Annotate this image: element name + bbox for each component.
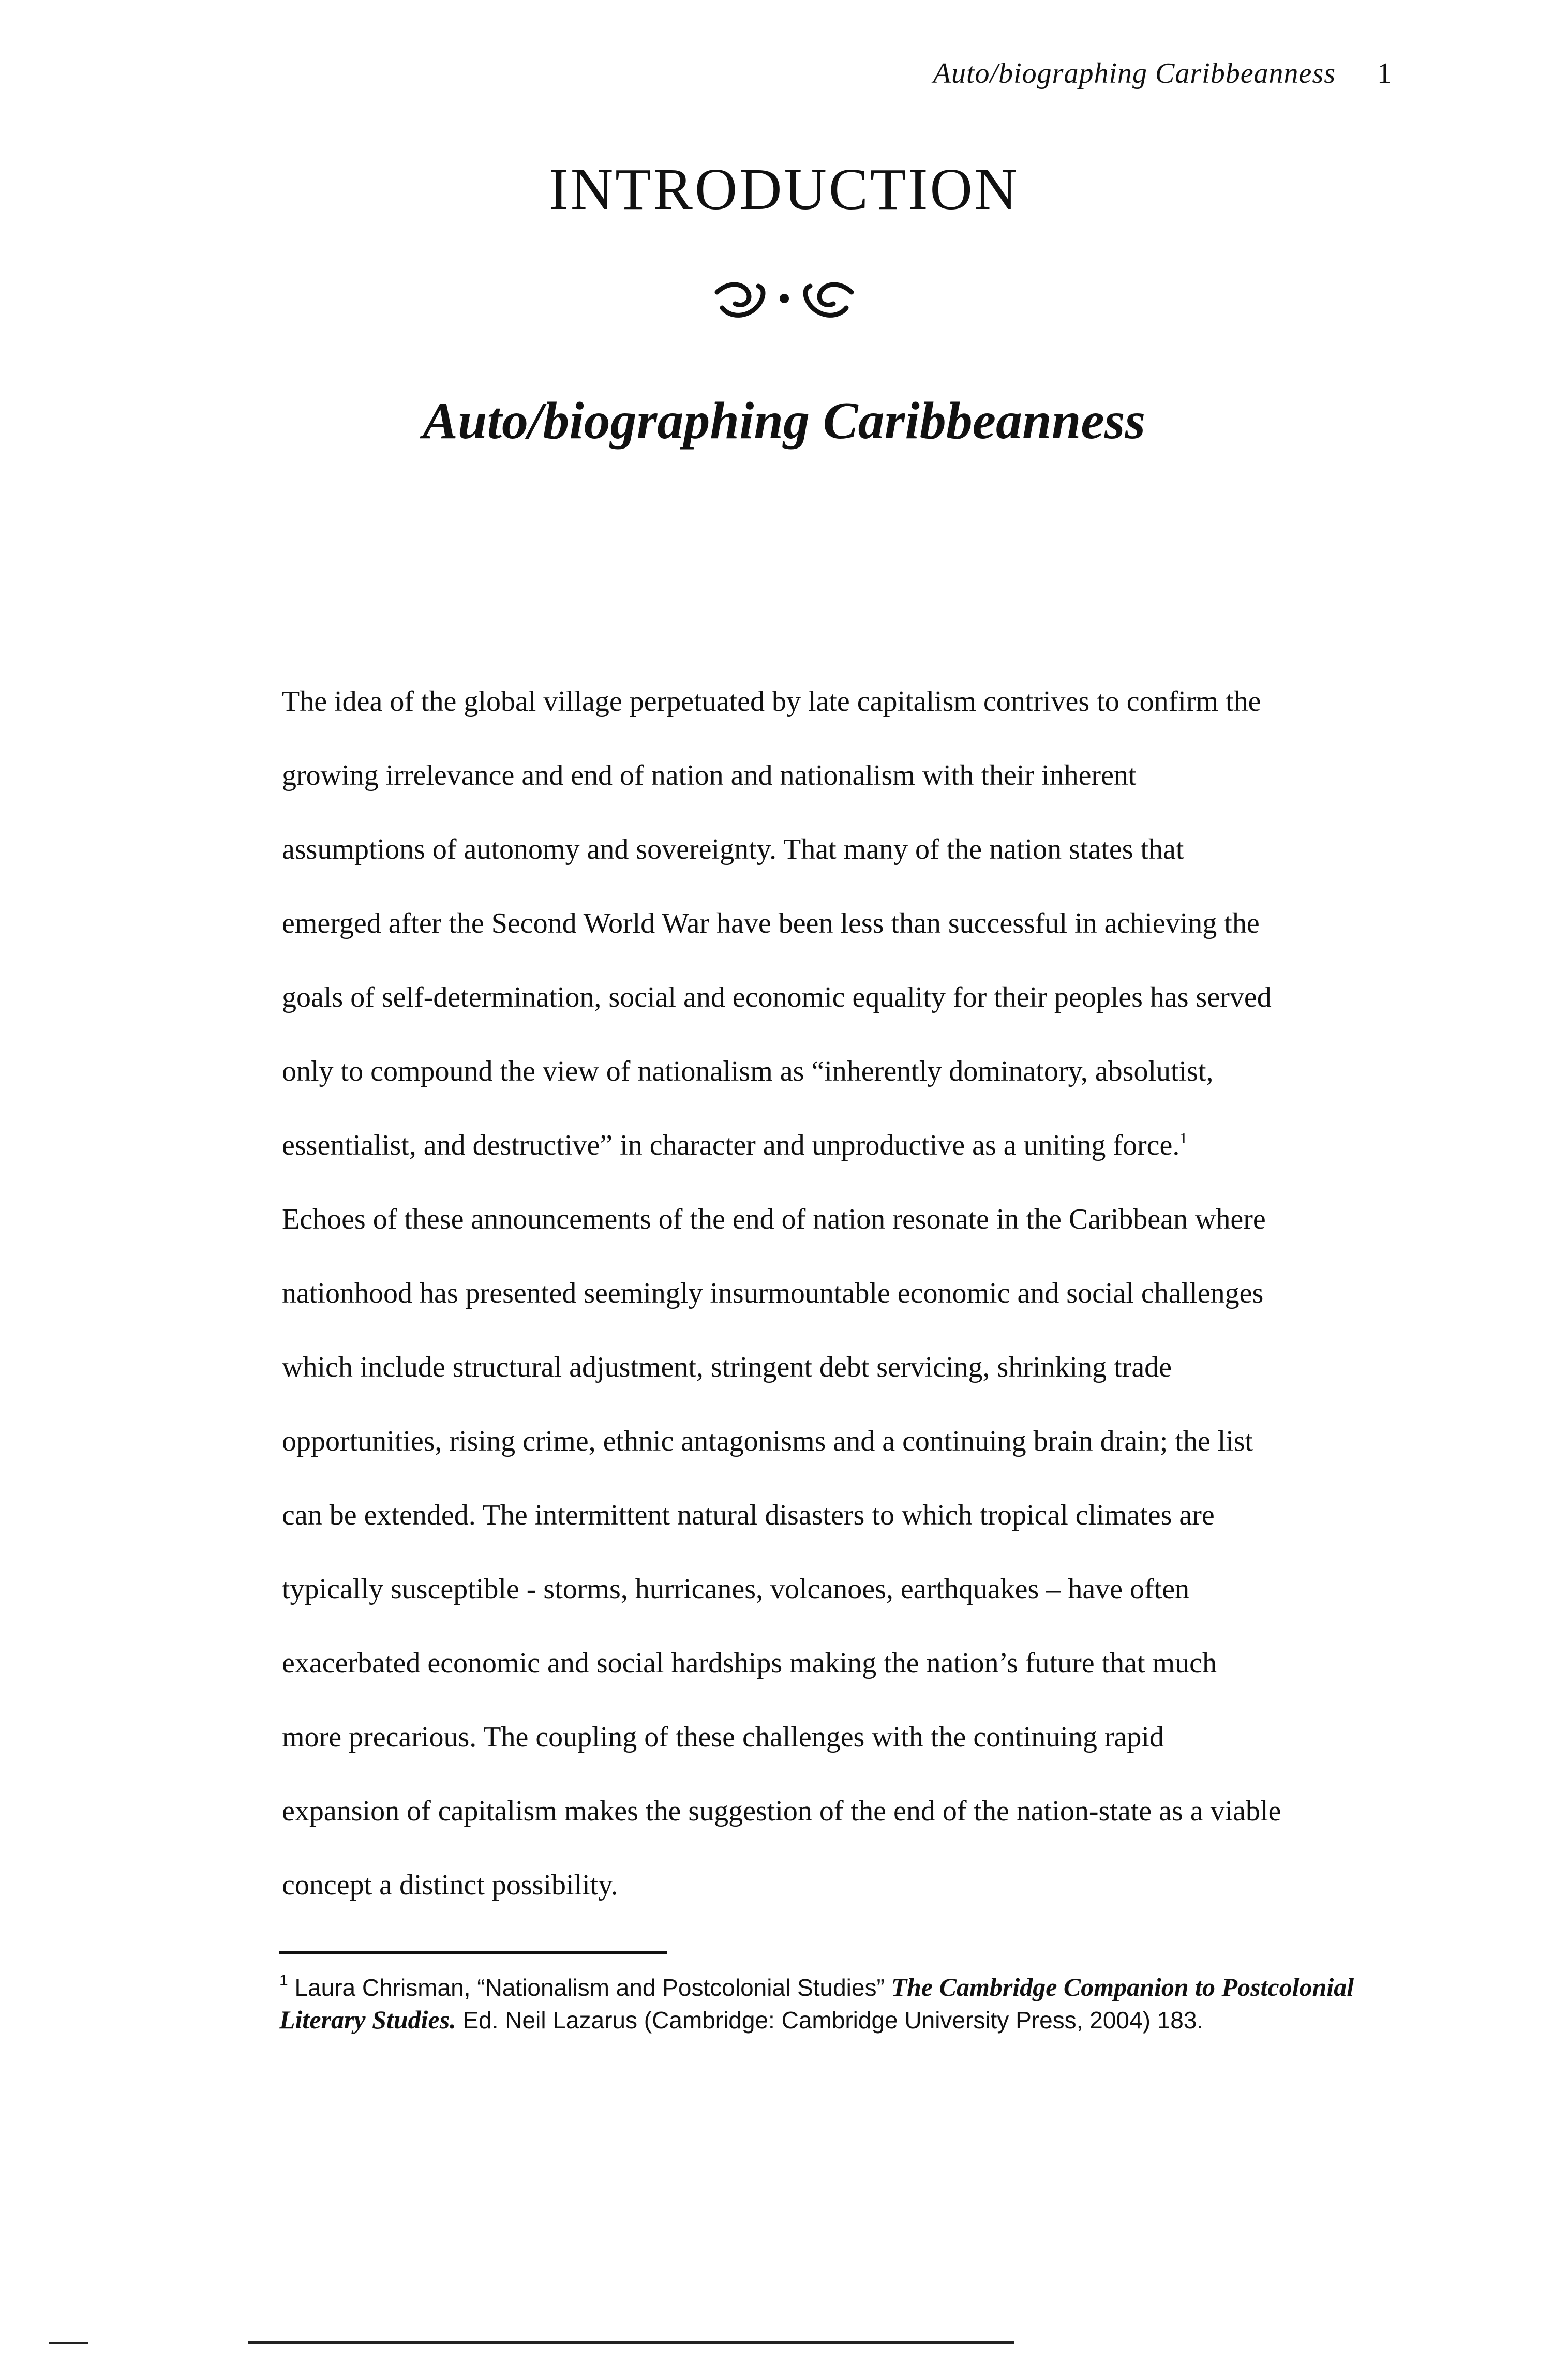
footnote-publication: Ed. Neil Lazarus (Cambridge: Cambridge University Press, 2004) 183. — [462, 2007, 1204, 2034]
chapter-subtitle: Auto/biographing Caribbeanness — [422, 392, 1146, 450]
body-paragraph — [282, 665, 1394, 1922]
body-line: exacerbated economic and social hardships making the nation’s future that much — [282, 1647, 1217, 1679]
body-line: assumptions of autonomy and sovereignty. That many of the nation states that — [282, 833, 1184, 865]
footnote-separator — [279, 1951, 667, 1954]
scan-edge-mark — [248, 2341, 1014, 2344]
footnote-line — [279, 1971, 1407, 2004]
body-line: emerged after the Second World War have been less than successful in achieving the — [282, 907, 1260, 939]
footnote-reference[interactable]: 1 — [1179, 1130, 1188, 1147]
footnote-book-title: Literary Studies. — [279, 2005, 456, 2034]
footnote-book-title: The Cambridge Companion to Postcolonial — [891, 1973, 1354, 2001]
page-number: 1 — [1377, 57, 1392, 89]
body-line-text: essentialist, and destructive” in character and unproductive as a uniting force. — [282, 1129, 1180, 1161]
body-line: goals of self-determination, social and economic equality for their peoples has served — [282, 981, 1272, 1013]
footnote-line — [279, 2004, 1407, 2036]
body-line: opportunities, rising crime, ethnic antagonisms and a continuing brain drain; the list — [282, 1425, 1253, 1457]
body-line: growing irrelevance and end of nation and nationalism with their inherent — [282, 759, 1137, 791]
body-line: Echoes of these announcements of the end of nation resonate in the Caribbean where — [282, 1203, 1266, 1235]
chapter-title: INTRODUCTION — [548, 156, 1020, 222]
body-line: nationhood has presented seemingly insurmountable economic and social challenges — [282, 1277, 1264, 1309]
footnote — [279, 1971, 1407, 2036]
fleuron-ornament-icon — [707, 277, 862, 323]
body-line: The idea of the global village perpetuated by late capitalism contrives to confirm the — [282, 685, 1261, 718]
body-line: concept a distinct possibility. — [282, 1869, 618, 1901]
body-line: can be extended. The intermittent natural disasters to which tropical climates are — [282, 1499, 1215, 1531]
body-line: expansion of capitalism makes the suggestion of the end of the nation-state as a viable — [282, 1795, 1281, 1827]
body-line — [282, 1109, 1394, 1183]
ornament-divider — [0, 277, 1568, 326]
body-line: typically susceptible - storms, hurricanes, volcanoes, earthquakes – have often — [282, 1573, 1190, 1605]
footnote-marker: 1 — [279, 1972, 288, 1989]
scan-edge-mark — [49, 2342, 88, 2344]
body-line: only to compound the view of nationalism as “inherently dominatory, absolutist, — [282, 1055, 1214, 1087]
body-line: more precarious. The coupling of these challenges with the continuing rapid — [282, 1721, 1164, 1753]
running-head — [933, 57, 1392, 90]
running-head-title: Auto/biographing Caribbeanness — [933, 57, 1336, 89]
body-line: which include structural adjustment, stringent debt servicing, shrinking trade — [282, 1351, 1172, 1383]
footnote-citation: Laura Chrisman, “Nationalism and Postcolonial Studies” — [294, 1974, 885, 2001]
